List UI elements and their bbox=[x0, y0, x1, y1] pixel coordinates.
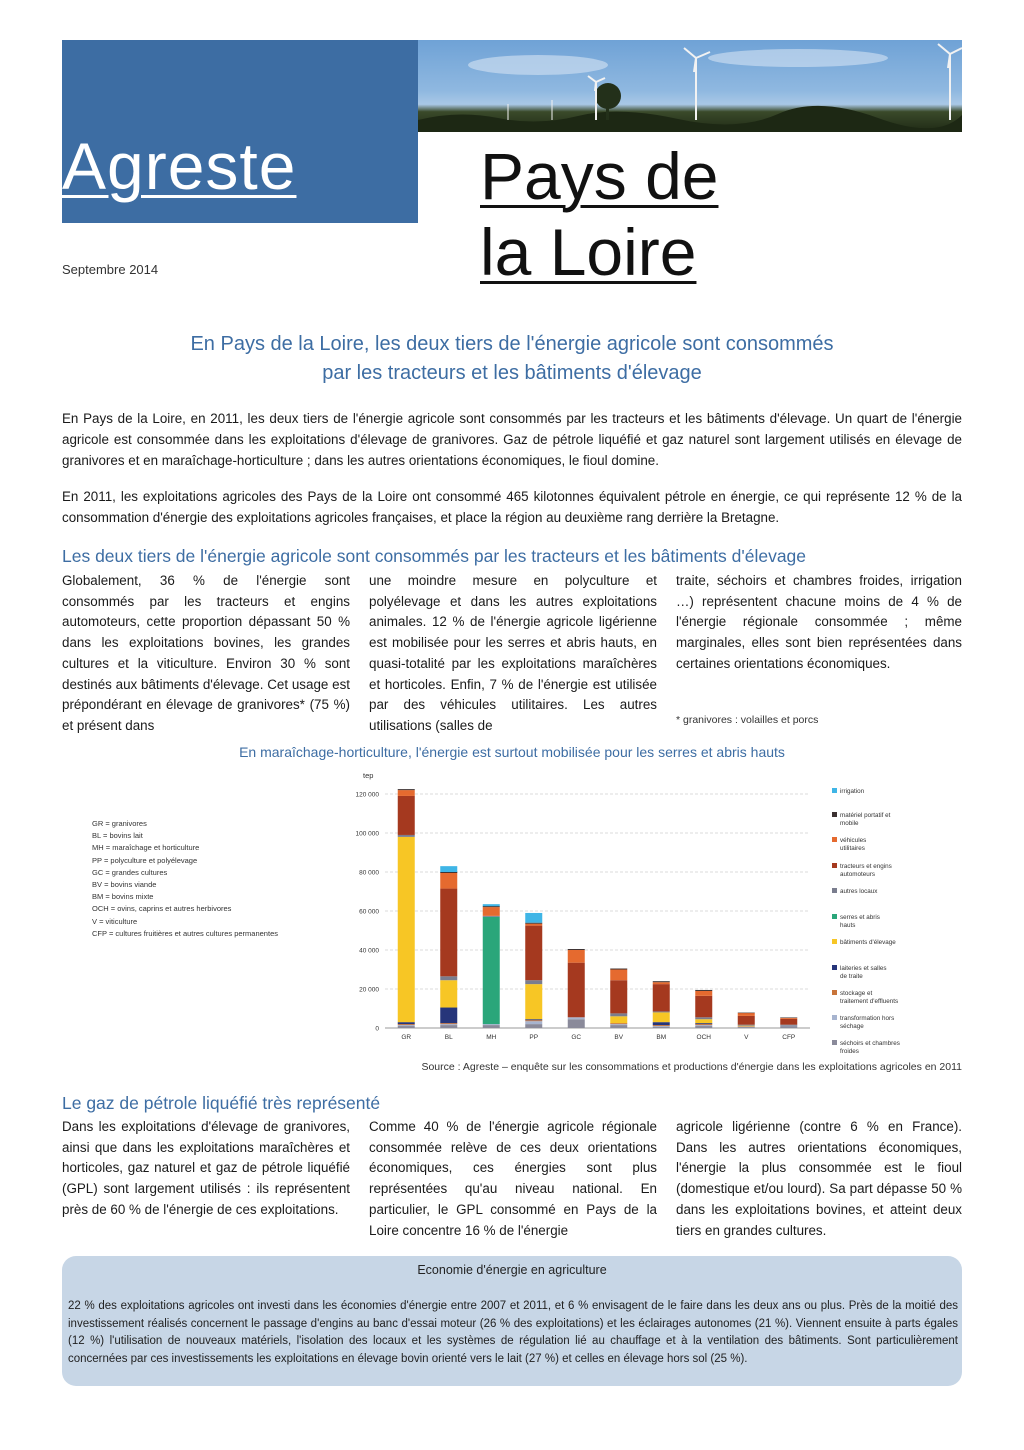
bar-segment bbox=[440, 1008, 457, 1024]
bar-segment bbox=[440, 980, 457, 1007]
bar-segment bbox=[653, 1022, 670, 1025]
bar-segment bbox=[653, 1026, 670, 1027]
intro-paragraph-1: En Pays de la Loire, en 2011, les deux tiers de l'énergie agricole sont consommés par les tracteurs et les bâtiments d'élevage. Un quart de l'énergie agricole est consommée dans les exploitations d'élevage de granivores. Gaz de pétrole liquéfié et gaz naturel sont largement utilisés en élevage de granivores et en maraîchage-horticulture ; dans les autres orientations économiques, le fioul domine. bbox=[62, 411, 962, 468]
bar-segment bbox=[780, 1026, 797, 1027]
legend-label: transformation hors séchage bbox=[840, 1015, 895, 1030]
bar-segment bbox=[695, 1017, 712, 1019]
publication-date: Septembre 2014 bbox=[62, 262, 159, 277]
bar-segment bbox=[568, 1019, 585, 1028]
legend-swatch bbox=[832, 837, 837, 842]
bar-segment bbox=[780, 1018, 797, 1019]
x-tick-label: BL bbox=[444, 1034, 453, 1041]
bar-segment bbox=[780, 1026, 797, 1028]
bar-segment bbox=[568, 950, 585, 963]
abbr-pp: PP = polyculture et polyélevage bbox=[92, 855, 198, 865]
y-tick-label: 120 000 bbox=[355, 791, 379, 799]
y-tick-label: 20 000 bbox=[359, 986, 379, 994]
bar-segment bbox=[738, 1026, 755, 1027]
header-photo bbox=[418, 40, 962, 132]
bar-segment bbox=[525, 926, 542, 981]
energy-stacked-bar-chart bbox=[330, 768, 970, 1060]
section1-column-2: une moindre mesure en polyculture et polyélevage et dans les autres exploitations animales. 12 % de l'énergie agricole ligérienne est mobilisée pour les serres et abris hauts, en quasi-totalité par les exploitations maraîchères et horticoles. Enfin, 7 % de l'énergie est utilisée par des véhicules utilitaires. Les autres utilisations (salles de bbox=[369, 573, 657, 733]
section1-column-3: traite, séchoirs et chambres froides, irrigation …) représentent chacune moins de 4 % de l'énergie régionale consommée ; même marginales, elles sont bien représentées dans certaines orientations économiques. bbox=[676, 573, 962, 671]
x-tick-label: GC bbox=[571, 1034, 582, 1041]
legend-swatch bbox=[832, 1015, 837, 1020]
section2-column-2: Comme 40 % de l'énergie agricole régionale consommée relève de ces deux orientations économiques, ces énergies sont plus représentées qu'au niveau national. En particulier, le GPL consommé en Pays de la Loire concentre 16 % de l'énergie bbox=[369, 1119, 657, 1238]
region-title-line1: Pays de bbox=[480, 139, 719, 213]
y-tick-label: 40 000 bbox=[359, 947, 379, 955]
legend-swatch bbox=[832, 1040, 837, 1045]
legend-label: autres locaux bbox=[840, 888, 878, 895]
bar-segment bbox=[525, 984, 542, 1019]
bar-segment bbox=[695, 1023, 712, 1024]
x-tick-label: BV bbox=[614, 1034, 624, 1041]
abbr-och: OCH = ovins, caprins et autres herbivores bbox=[92, 904, 232, 914]
bar-segment bbox=[483, 907, 500, 916]
x-tick-label: CFP bbox=[782, 1034, 796, 1041]
bar-segment bbox=[398, 835, 415, 837]
bar-segment bbox=[695, 1024, 712, 1025]
legend-label: stockage et traitement d'effluents bbox=[840, 990, 899, 1005]
bar-segment bbox=[738, 1013, 755, 1016]
bar-segment bbox=[483, 1025, 500, 1028]
region-title-line2: la Loire bbox=[480, 215, 697, 289]
legend-label: laiteries et salles de traite bbox=[840, 965, 887, 980]
section1-title: Les deux tiers de l'énergie agricole sont consommés par les tracteurs et les bâtiments d'élevage bbox=[62, 546, 807, 566]
bar-segment bbox=[398, 837, 415, 1022]
bar-segment bbox=[738, 1016, 755, 1025]
bar-segment bbox=[780, 1017, 797, 1018]
bar-segment bbox=[653, 1025, 670, 1026]
main-title-line2: par les tracteurs et les bâtiments d'élevage bbox=[322, 362, 702, 384]
section2-column-3: agricole ligérienne (contre 6 % en France). Dans les autres orientations économiques, l'énergie la plus consommée est le fioul (domestique et/ou lourd). Sa part dépasse 50 % dans les exploitations bovines, et atteint deux tiers en grandes cultures. bbox=[676, 1119, 962, 1238]
bar-segment bbox=[525, 1020, 542, 1021]
x-tick-label: MH bbox=[486, 1034, 497, 1041]
bar-segment bbox=[738, 1027, 755, 1028]
bar-segment bbox=[610, 969, 627, 970]
chart-title: En maraîchage-horticulture, l'énergie est surtout mobilisée pour les serres et abris hauts bbox=[239, 744, 785, 760]
section2-column-1: Dans les exploitations d'élevage de granivores, ainsi que dans les exploitations maraîchères et horticoles, gaz naturel et gaz de pétrole liquéfié (GPL) sont largement utilisés : ils représentent près de 60 % de l'énergie de ces exploitations. bbox=[62, 1119, 350, 1217]
bar-segment bbox=[738, 1013, 755, 1014]
abbr-gc: GC = grandes cultures bbox=[92, 867, 168, 877]
bar-segment bbox=[568, 949, 585, 950]
bar-segment bbox=[653, 1011, 670, 1012]
bar-segment bbox=[398, 1025, 415, 1026]
abbr-gr: GR = granivores bbox=[92, 819, 147, 828]
abbr-v: V = viticulture bbox=[92, 916, 138, 926]
x-tick-label: PP bbox=[529, 1034, 539, 1041]
bar-segment bbox=[440, 1025, 457, 1028]
y-tick-label: 0 bbox=[375, 1025, 379, 1033]
bar-segment bbox=[398, 1026, 415, 1028]
box-title: Economie d'énergie en agriculture bbox=[417, 1263, 607, 1277]
bar-segment bbox=[610, 1025, 627, 1028]
y-tick-label: 80 000 bbox=[359, 869, 379, 877]
bar-segment bbox=[525, 923, 542, 924]
bar-segment bbox=[695, 1026, 712, 1028]
bar-segment bbox=[653, 981, 670, 982]
bar-segment bbox=[440, 873, 457, 889]
bar-segment bbox=[440, 1023, 457, 1024]
legend-label: matériel portatif et mobile bbox=[840, 812, 891, 827]
legend-swatch bbox=[832, 812, 837, 817]
legend-swatch bbox=[832, 939, 837, 944]
main-title bbox=[100, 330, 924, 388]
bar-segment bbox=[695, 996, 712, 1017]
wind-turbines-image bbox=[418, 40, 962, 132]
bar-segment bbox=[610, 1023, 627, 1024]
bar-segment bbox=[610, 1024, 627, 1025]
bar-segment bbox=[610, 970, 627, 981]
bar-segment bbox=[610, 1016, 627, 1023]
section2-title: Le gaz de pétrole liquéfié très représenté bbox=[62, 1093, 381, 1113]
y-tick-label: 100 000 bbox=[355, 830, 379, 838]
bar-segment bbox=[398, 789, 415, 790]
intro-paragraph-2: En 2011, les exploitations agricoles des Pays de la Loire ont consommé 465 kilotonnes équivalent pétrole en énergie, ce qui représente 12 % de la consommation d'énergie des exploitations agricoles françaises, et place la région au deuxième rang derrière la Bretagne. bbox=[62, 489, 962, 525]
abbr-cfp: CFP = cultures fruitières et autres cultures permanentes bbox=[92, 928, 278, 938]
legend-label: bâtiments d'élevage bbox=[840, 939, 896, 946]
bar-segment bbox=[398, 796, 415, 835]
bar-segment bbox=[440, 976, 457, 980]
y-axis-label: tep bbox=[363, 771, 374, 780]
agreste-logo: Agreste bbox=[62, 129, 297, 203]
region-title bbox=[480, 138, 718, 290]
bar-segment bbox=[525, 913, 542, 923]
bar-segment bbox=[440, 872, 457, 873]
abbr-bm: BM = bovins mixte bbox=[92, 892, 154, 902]
x-tick-label: BM bbox=[656, 1034, 667, 1041]
bar-segment bbox=[398, 790, 415, 796]
bar-segment bbox=[695, 1025, 712, 1026]
bar-segment bbox=[653, 1027, 670, 1028]
legend-swatch bbox=[832, 888, 837, 893]
legend-label: tracteurs et engins automoteurs bbox=[840, 863, 892, 878]
bar-segment bbox=[483, 904, 500, 906]
bar-segment bbox=[525, 1024, 542, 1028]
bar-segment bbox=[398, 1024, 415, 1025]
bar-segment bbox=[610, 980, 627, 1013]
chart-source: Source : Agreste – enquête sur les consommations et productions d'énergie dans les exploitations agricoles en 2011 bbox=[421, 1061, 962, 1073]
legend-swatch bbox=[832, 965, 837, 970]
bar-segment bbox=[610, 1013, 627, 1016]
legend-swatch bbox=[832, 990, 837, 995]
bar-segment bbox=[525, 1021, 542, 1024]
legend-label: serres et abris hauts bbox=[840, 914, 880, 929]
footnote: * granivores : volailles et porcs bbox=[676, 714, 819, 726]
bar-segment bbox=[525, 924, 542, 926]
bar-segment bbox=[780, 1019, 797, 1025]
bar-segment bbox=[653, 982, 670, 984]
bar-segment bbox=[440, 1024, 457, 1025]
bar-segment bbox=[483, 1024, 500, 1025]
abbr-bl: BL = bovins lait bbox=[92, 831, 143, 841]
legend-swatch bbox=[832, 863, 837, 868]
x-tick-label: GR bbox=[401, 1034, 412, 1041]
legend-swatch bbox=[832, 788, 837, 793]
abbr-mh: MH = maraîchage et horticulture bbox=[92, 843, 200, 853]
bar-segment bbox=[440, 889, 457, 977]
bar-segment bbox=[568, 963, 585, 1018]
y-tick-label: 60 000 bbox=[359, 908, 379, 916]
bar-segment bbox=[483, 917, 500, 1024]
bar-segment bbox=[483, 916, 500, 917]
section1-column-1: Globalement, 36 % de l'énergie sont consommés par les tracteurs et engins automoteurs, cette proportion dépassant 50 % dans les exploitations bovines, les grandes cultures et la viticulture. Environ 30 % sont destinés aux bâtiments d'élevage. Cet usage est prépondérant en élevage de granivores* (75 %) et présent dans bbox=[62, 573, 350, 733]
legend-label: séchoirs et chambres froides bbox=[840, 1040, 900, 1055]
legend-label: véhicules utilitaires bbox=[840, 837, 867, 852]
abbr-bv: BV = bovins viande bbox=[92, 880, 157, 890]
bar-segment bbox=[695, 1019, 712, 1023]
box-text: 22 % des exploitations agricoles ont investi dans les économies d'énergie entre 2007 et 2011, et 6 % envisagent de le faire dans les deux ans ou plus. Près de la moitié des investissement réalisés concernent le passage d'engins au banc d'essai moteur (26 % des exploitations) et les éclairages autonomes (21 %). Viennent ensuite à parts égales (12 %) l'utilisation de nouveaux matériels, l'isolation des locaux et les systèmes de régulation lié au chauffage et à la ventilation des bâtiments. Sont particulièrement concernées par ces investissements les exploitations en élevage bovin orienté vers le lait (27 %) et celles en élevage hors sol (25 %). bbox=[68, 1300, 958, 1365]
legend-label: irrigation bbox=[840, 788, 865, 795]
bar-segment bbox=[738, 1026, 755, 1027]
bar-segment bbox=[483, 906, 500, 907]
bar-segment bbox=[525, 980, 542, 984]
x-tick-label: V bbox=[744, 1034, 749, 1041]
bar-segment bbox=[738, 1025, 755, 1026]
x-tick-label: OCH bbox=[696, 1034, 711, 1041]
legend-swatch bbox=[832, 914, 837, 919]
bar-segment bbox=[398, 1022, 415, 1024]
bar-segment bbox=[525, 1019, 542, 1020]
abbreviations-legend bbox=[92, 818, 278, 940]
bar-segment bbox=[695, 990, 712, 991]
bar-segment bbox=[780, 1025, 797, 1026]
bar-segment bbox=[440, 866, 457, 872]
bar-segment bbox=[568, 1017, 585, 1019]
bar-segment bbox=[695, 991, 712, 996]
bar-segment bbox=[653, 1012, 670, 1022]
bar-segment bbox=[653, 984, 670, 1011]
main-title-line1: En Pays de la Loire, les deux tiers de l'énergie agricole sont consommés bbox=[190, 333, 834, 355]
